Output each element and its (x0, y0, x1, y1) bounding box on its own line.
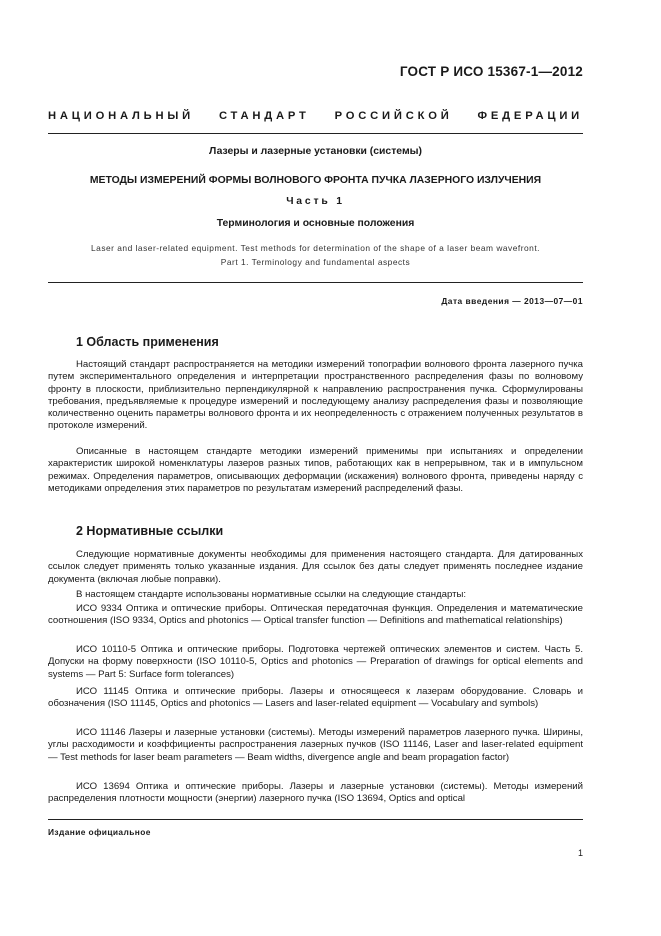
title-rule (48, 282, 583, 283)
document-id: ГОСТ Р ИСО 15367-1—2012 (399, 64, 583, 79)
paragraph: Следующие нормативные документы необходимы для применения настоящего стандарта. Для датированных ссылок следует применять только указанные издания. Для ссылок без даты следует применять последнее издание документа (включая любые поправки). (48, 549, 583, 585)
part-subtitle: Терминология и основные положения (216, 218, 415, 229)
reference-item: ИСО 11145 Оптика и оптические приборы. Лазеры и относящееся к лазерам оборудование. Словарь и обозначения (ISO 11145, Optics and photonics — Lasers and laser-related equipment — Vocabulary and symbols) (48, 686, 583, 710)
document-subtitle: Лазеры и лазерные установки (системы) (209, 146, 422, 157)
part-number: Часть 1 (286, 196, 345, 207)
introduction-date: Дата введения — 2013—07—01 (441, 296, 583, 306)
paragraph: Описанные в настоящем стандарте методики измерений применимы при испытаниях и определении характеристик широкой номенклатуры лазеров разных типов, работающих как в непрерывном, так и в импульсном режимах. Определения параметров, описывающих деформации (искажения) волнового фронта, приведены наряду с методиками определения этих параметров по результатам измерений распределений фазы. (48, 446, 583, 494)
section-heading-scope: 1 Область применения (76, 335, 219, 349)
paragraph: В настоящем стандарте использованы нормативные ссылки на следующие стандарты: (76, 589, 467, 600)
document-title: МЕТОДЫ ИЗМЕРЕНИЙ ФОРМЫ ВОЛНОВОГО ФРОНТА ПУЧКА ЛАЗЕРНОГО ИЗЛУЧЕНИЯ (89, 175, 542, 186)
page-number: 1 (577, 848, 583, 858)
edition-label: Издание официальное (48, 827, 151, 837)
national-standard-banner: НАЦИОНАЛЬНЫЙ СТАНДАРТ РОССИЙСКОЙ ФЕДЕРАЦИИ (48, 110, 583, 122)
english-title-line-2: Part 1. Terminology and fundamental aspects (220, 257, 411, 267)
reference-item: ИСО 11146 Лазеры и лазерные установки (системы). Методы измерений параметров лазерного пучка. Ширины, углы расходимости и коэффициенты распространения лазерных пучков (ISO 11146, Laser and laser-related equipment — Test methods for laser beam parameters — Beam widths, divergence angle and beam propagation factor) (48, 727, 583, 763)
paragraph: Настоящий стандарт распространяется на методики измерений топографии волнового фронта лазерного пучка путем экспериментального определения и интерпретации пространственного распределения фазы по волновому фронту в плоскости, приблизительно перпендикулярной к направлению распространения пучка. Сформулированы требования, предъявляемые к процедуре измерений и последующему анализу распределения фазы и позволяющие количественно оценить параметры волнового фронта и их неопределенность с отражением полученных результатов в протоколе измерений. (48, 359, 583, 432)
reference-item: ИСО 9334 Оптика и оптические приборы. Оптическая передаточная функция. Определения и математические соотношения (ISO 9334, Optics and photonics — Optical transfer function — Definitions and mathematical relationships) (48, 603, 583, 627)
header-rule (48, 133, 583, 134)
english-title-line-1: Laser and laser-related equipment. Test methods for determination of the shape of a laser beam wavefront. (91, 243, 540, 253)
section-heading-normative-references: 2 Нормативные ссылки (76, 524, 224, 538)
reference-item: ИСО 13694 Оптика и оптические приборы. Лазеры и лазерные установки (системы). Методы измерений распределения плотности мощности (энергии) лазерного пучка (ISO 13694, Optics and optical (48, 781, 583, 805)
footer-rule (48, 819, 583, 820)
reference-item: ИСО 10110-5 Оптика и оптические приборы. Подготовка чертежей оптических элементов и систем. Часть 5. Допуски на форму поверхности (ISO 10110-5, Optics and photonics — Preparation of drawings for optical elements and systems — Part 5: Surface form tolerances) (48, 644, 583, 680)
